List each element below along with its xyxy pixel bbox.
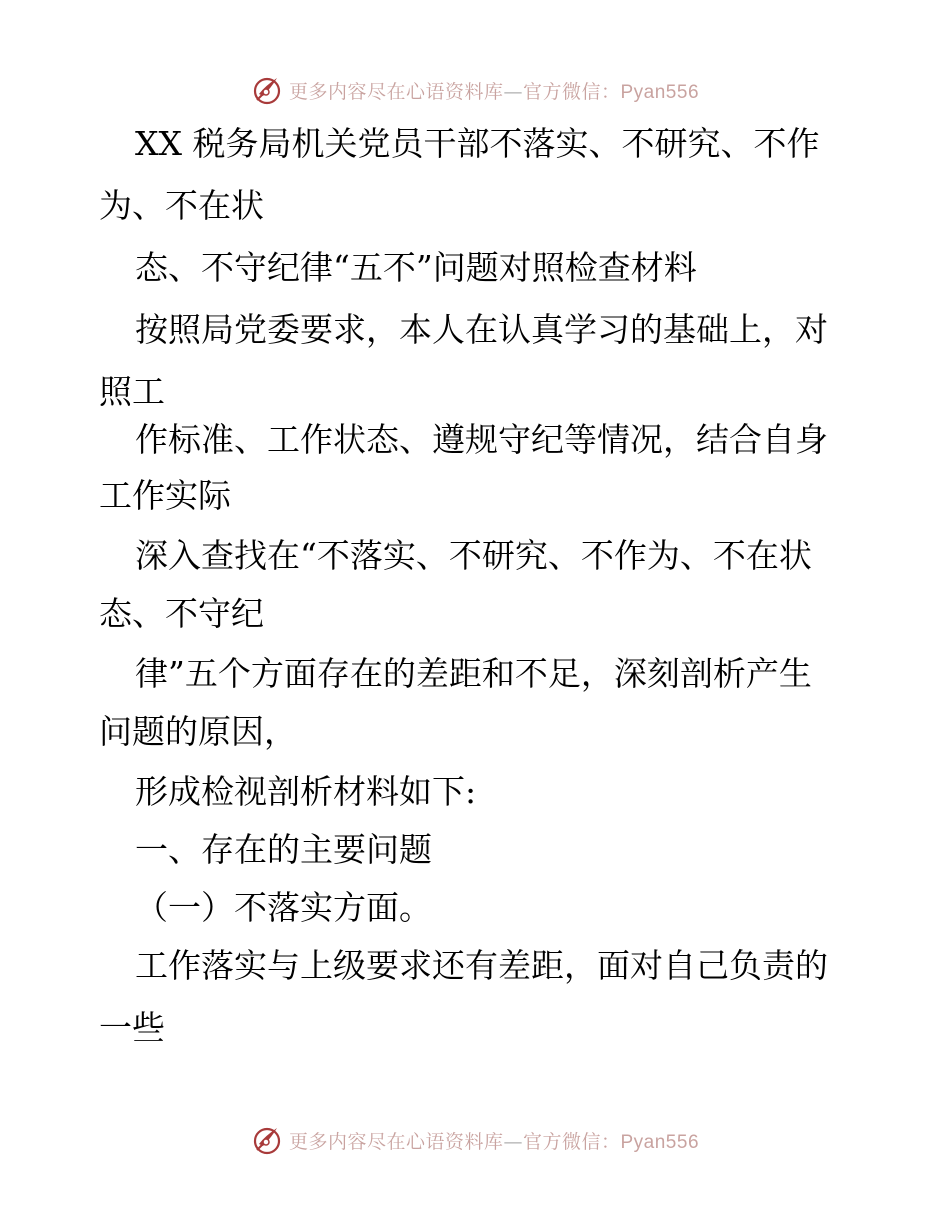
watermark-text (289, 77, 699, 104)
watermark-separator: — (503, 1130, 523, 1153)
doc-line-16: 一些 (99, 1008, 165, 1047)
doc-line-14: （一）不落实方面。 (135, 888, 432, 927)
doc-line-10: 律”五个方面存在的差距和不足，深刻剖析产生 (135, 654, 812, 693)
quill-seal-icon (251, 74, 283, 106)
doc-line-4: 按照局党委要求，本人在认真学习的基础上，对 (135, 310, 828, 349)
doc-line-11: 问题的原因， (99, 712, 297, 751)
watermark-separator: — (503, 80, 523, 103)
doc-line-1: XX 税务局机关党员干部不落实、不研究、不作 (135, 124, 820, 163)
footer-watermark (0, 1120, 950, 1160)
watermark-wechat-id: Pyan556 (620, 81, 700, 103)
doc-line-6: 作标准、工作状态、遵规守纪等情况，结合自身 (135, 420, 828, 459)
doc-line-2: 为、不在状 (99, 186, 264, 225)
watermark-site: 更多内容尽在心语资料库 (288, 1130, 504, 1153)
doc-line-15: 工作落实与上级要求还有差距，面对自己负责的 (135, 946, 828, 985)
doc-line-3: 态、不守纪律“五不”问题对照检查材料 (135, 248, 697, 287)
doc-line-9: 态、不守纪 (99, 594, 264, 633)
quill-seal-icon (251, 1124, 283, 1156)
doc-line-8: 深入查找在“不落实、不研究、不作为、不在状 (135, 536, 812, 575)
watermark-wechat-label: 官方微信： (522, 1130, 621, 1153)
doc-line-12: 形成检视剖析材料如下: (135, 772, 477, 811)
watermark-wechat-id: Pyan556 (620, 1131, 700, 1153)
watermark-text (289, 1127, 699, 1154)
doc-line-7: 工作实际 (99, 476, 231, 515)
watermark-wechat-label: 官方微信： (522, 80, 621, 103)
doc-line-13: 一、存在的主要问题 (135, 830, 432, 869)
watermark-site: 更多内容尽在心语资料库 (288, 80, 504, 103)
header-watermark (0, 70, 950, 110)
doc-line-5: 照工 (99, 372, 165, 411)
